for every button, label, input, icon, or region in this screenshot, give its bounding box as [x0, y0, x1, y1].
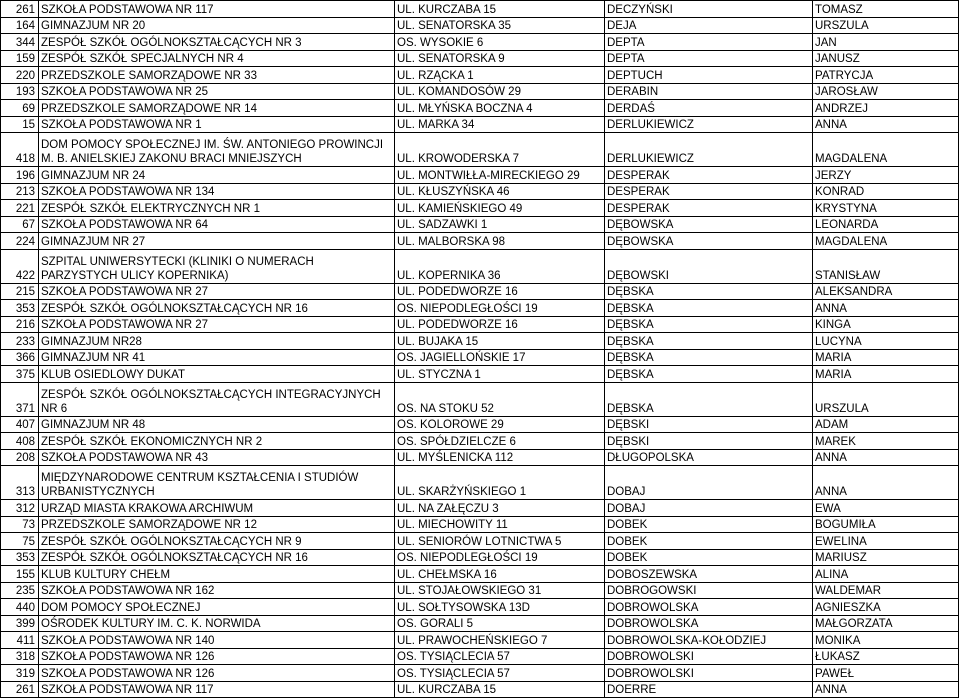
surname-cell: DOBEK [605, 549, 813, 566]
institution-name-cell: KLUB KULTURY CHEŁM [39, 566, 395, 583]
institution-name-cell: PRZEDSZKOLE SAMORZĄDOWE NR 12 [39, 516, 395, 533]
record-number-cell: 353 [1, 549, 39, 566]
record-number-cell: 216 [1, 316, 39, 333]
table-row [1, 681, 959, 698]
address-cell: OS. SPÓŁDZIELCZE 6 [395, 433, 605, 450]
surname-cell: DĘBSKI [605, 433, 813, 450]
address-cell: OS. JAGIELLOŃSKIE 17 [395, 349, 605, 366]
first-name-cell: ANNA [813, 681, 959, 698]
record-number-cell: 375 [1, 366, 39, 383]
record-number-cell: 164 [1, 17, 39, 34]
surname-cell: DESPERAK [605, 167, 813, 184]
record-number-cell: 215 [1, 283, 39, 300]
address-cell: OS. NIEPODLEGŁOŚCI 19 [395, 549, 605, 566]
record-number-cell: 213 [1, 183, 39, 200]
institution-name-cell: KLUB OSIEDLOWY DUKAT [39, 366, 395, 383]
first-name-cell: URSZULA [813, 382, 959, 416]
table-row [1, 200, 959, 217]
table-row [1, 249, 959, 283]
table-row [1, 533, 959, 550]
table-row [1, 216, 959, 233]
institution-name-cell: SZKOŁA PODSTAWOWA NR 140 [39, 632, 395, 649]
table-row [1, 582, 959, 599]
surname-cell: DOBOSZEWSKA [605, 566, 813, 583]
record-number-cell: 318 [1, 648, 39, 665]
institution-name-cell: SZKOŁA PODSTAWOWA NR 64 [39, 216, 395, 233]
address-cell: UL. SOŁTYSOWSKA 13D [395, 599, 605, 616]
institution-name-cell: ZESPÓŁ SZKÓŁ OGÓLNOKSZTAŁCĄCYCH NR 16 [39, 549, 395, 566]
address-cell: UL. MYŚLENICKA 112 [395, 449, 605, 466]
table-row [1, 34, 959, 51]
surname-cell: DERABIN [605, 83, 813, 100]
address-cell: UL. CHEŁMSKA 16 [395, 566, 605, 583]
first-name-cell: LUCYNA [813, 333, 959, 350]
first-name-cell: JAROSŁAW [813, 83, 959, 100]
institution-name-cell: URZĄD MIASTA KRAKOWA ARCHIWUM [39, 500, 395, 517]
address-cell: UL. STOJAŁOWSKIEGO 31 [395, 582, 605, 599]
record-number-cell: 312 [1, 500, 39, 517]
first-name-cell: KINGA [813, 316, 959, 333]
first-name-cell: MARIA [813, 349, 959, 366]
institution-name-cell: SZKOŁA PODSTAWOWA NR 162 [39, 582, 395, 599]
first-name-cell: ANNA [813, 466, 959, 500]
institution-name-cell: SZKOŁA PODSTAWOWA NR 43 [39, 449, 395, 466]
address-cell: UL. BUJAKA 15 [395, 333, 605, 350]
record-number-cell: 67 [1, 216, 39, 233]
record-number-cell: 418 [1, 133, 39, 167]
first-name-cell: PATRYCJA [813, 67, 959, 84]
institution-name-cell: PRZEDSZKOLE SAMORZĄDOWE NR 33 [39, 67, 395, 84]
record-number-cell: 15 [1, 116, 39, 133]
address-cell: UL. MARKA 34 [395, 116, 605, 133]
table-row [1, 183, 959, 200]
institution-name-cell: GIMNAZJUM NR 41 [39, 349, 395, 366]
institution-name-cell: SZKOŁA PODSTAWOWA NR 134 [39, 183, 395, 200]
first-name-cell: STANISŁAW [813, 249, 959, 283]
address-cell: OS. WYSOKIE 6 [395, 34, 605, 51]
institution-name-cell: SZKOŁA PODSTAWOWA NR 1 [39, 116, 395, 133]
address-cell: UL. KROWODERSKA 7 [395, 133, 605, 167]
record-number-cell: 319 [1, 665, 39, 682]
surname-cell: DEPTA [605, 50, 813, 67]
address-cell: OS. NIEPODLEGŁOŚCI 19 [395, 300, 605, 317]
record-number-cell: 221 [1, 200, 39, 217]
institution-name-cell: ZESPÓŁ SZKÓŁ EKONOMICZNYCH NR 2 [39, 433, 395, 450]
record-number-cell: 159 [1, 50, 39, 67]
surname-cell: DERDAŚ [605, 100, 813, 117]
institution-name-cell: ZESPÓŁ SZKÓŁ OGÓLNOKSZTAŁCĄCYCH NR 3 [39, 34, 395, 51]
surname-cell: DOERRE [605, 681, 813, 698]
institution-name-cell: ZESPÓŁ SZKÓŁ OGÓLNOKSZTAŁCĄCYCH INTEGRACYJNYCH NR 6 [39, 382, 395, 416]
table-row [1, 500, 959, 517]
table-row [1, 116, 959, 133]
first-name-cell: LEONARDA [813, 216, 959, 233]
surname-cell: DOBAJ [605, 500, 813, 517]
table-row [1, 615, 959, 632]
institution-name-cell: GIMNAZJUM NR28 [39, 333, 395, 350]
first-name-cell: MAGDALENA [813, 233, 959, 250]
address-cell: UL. SKARŻYŃSKIEGO 1 [395, 466, 605, 500]
first-name-cell: MAGDALENA [813, 133, 959, 167]
table-row [1, 632, 959, 649]
surname-cell: DEJA [605, 17, 813, 34]
institution-name-cell: SZKOŁA PODSTAWOWA NR 27 [39, 316, 395, 333]
address-cell: UL. PRAWOCHEŃSKIEGO 7 [395, 632, 605, 649]
surname-cell: DĘBSKA [605, 316, 813, 333]
surname-cell: DOBAJ [605, 466, 813, 500]
table-row [1, 283, 959, 300]
institution-name-cell: MIĘDZYNARODOWE CENTRUM KSZTAŁCENIA I STUDIÓW URBANISTYCZNYCH [39, 466, 395, 500]
record-number-cell: 193 [1, 83, 39, 100]
table-row [1, 17, 959, 34]
first-name-cell: MONIKA [813, 632, 959, 649]
institution-name-cell: GIMNAZJUM NR 27 [39, 233, 395, 250]
table-row [1, 167, 959, 184]
address-cell: OS. TYSIĄCLECIA 57 [395, 665, 605, 682]
address-cell: OS. NA STOKU 52 [395, 382, 605, 416]
surname-cell: DOBROWOLSKA [605, 615, 813, 632]
first-name-cell: JERZY [813, 167, 959, 184]
address-cell: OS. TYSIĄCLECIA 57 [395, 648, 605, 665]
record-number-cell: 407 [1, 416, 39, 433]
record-number-cell: 196 [1, 167, 39, 184]
table-row [1, 316, 959, 333]
first-name-cell: EWA [813, 500, 959, 517]
surname-cell: DĘBSKA [605, 333, 813, 350]
record-number-cell: 261 [1, 681, 39, 698]
surname-cell: DOBEK [605, 533, 813, 550]
surname-cell: DESPERAK [605, 183, 813, 200]
record-number-cell: 261 [1, 1, 39, 18]
surname-cell: DŁUGOPOLSKA [605, 449, 813, 466]
first-name-cell: AGNIESZKA [813, 599, 959, 616]
record-number-cell: 408 [1, 433, 39, 450]
table-row [1, 516, 959, 533]
address-cell: UL. MALBORSKA 98 [395, 233, 605, 250]
table-row [1, 366, 959, 383]
record-number-cell: 422 [1, 249, 39, 283]
record-number-cell: 155 [1, 566, 39, 583]
surname-cell: DOBEK [605, 516, 813, 533]
record-number-cell: 220 [1, 67, 39, 84]
surname-cell: DESPERAK [605, 200, 813, 217]
address-cell: UL. SENATORSKA 9 [395, 50, 605, 67]
address-cell: UL. SENATORSKA 35 [395, 17, 605, 34]
table-row [1, 566, 959, 583]
record-number-cell: 440 [1, 599, 39, 616]
address-cell: UL. KAMIEŃSKIEGO 49 [395, 200, 605, 217]
surname-cell: DOBROWOLSKA-KOŁODZIEJ [605, 632, 813, 649]
institution-name-cell: GIMNAZJUM NR 20 [39, 17, 395, 34]
record-number-cell: 224 [1, 233, 39, 250]
address-cell: UL. SADZAWKI 1 [395, 216, 605, 233]
institution-name-cell: SZPITAL UNIWERSYTECKI (KLINIKI O NUMERACH PARZYSTYCH ULICY KOPERNIKA) [39, 249, 395, 283]
institution-name-cell: SZKOŁA PODSTAWOWA NR 25 [39, 83, 395, 100]
institution-name-cell: ZESPÓŁ SZKÓŁ OGÓLNOKSZTAŁCĄCYCH NR 16 [39, 300, 395, 317]
first-name-cell: ANNA [813, 116, 959, 133]
first-name-cell: ANNA [813, 449, 959, 466]
surname-cell: DĘBSKA [605, 349, 813, 366]
table-row [1, 382, 959, 416]
institution-name-cell: GIMNAZJUM NR 24 [39, 167, 395, 184]
institution-name-cell: DOM POMOCY SPOŁECZNEJ [39, 599, 395, 616]
table-row [1, 665, 959, 682]
table-row [1, 100, 959, 117]
surname-cell: DERLUKIEWICZ [605, 133, 813, 167]
table-row [1, 333, 959, 350]
record-number-cell: 75 [1, 533, 39, 550]
address-cell: OS. GORALI 5 [395, 615, 605, 632]
first-name-cell: ŁUKASZ [813, 648, 959, 665]
table-row [1, 466, 959, 500]
table-row [1, 549, 959, 566]
first-name-cell: ANDRZEJ [813, 100, 959, 117]
record-number-cell: 69 [1, 100, 39, 117]
surname-cell: DĘBSKA [605, 283, 813, 300]
address-cell: UL. MONTWIŁŁA-MIRECKIEGO 29 [395, 167, 605, 184]
surname-cell: DOBROGOWSKI [605, 582, 813, 599]
first-name-cell: ALINA [813, 566, 959, 583]
record-number-cell: 235 [1, 582, 39, 599]
surname-cell: DECZYŃSKI [605, 1, 813, 18]
surname-cell: DĘBOWSKA [605, 216, 813, 233]
first-name-cell: MAŁGORZATA [813, 615, 959, 632]
surname-cell: DEPTUCH [605, 67, 813, 84]
table-row [1, 648, 959, 665]
first-name-cell: JANUSZ [813, 50, 959, 67]
surname-cell: DOBROWOLSKA [605, 599, 813, 616]
first-name-cell: KONRAD [813, 183, 959, 200]
institution-name-cell: SZKOŁA PODSTAWOWA NR 117 [39, 681, 395, 698]
table-row [1, 50, 959, 67]
address-cell: UL. SENIORÓW LOTNICTWA 5 [395, 533, 605, 550]
institution-name-cell: ZESPÓŁ SZKÓŁ OGÓLNOKSZTAŁCĄCYCH NR 9 [39, 533, 395, 550]
table-row [1, 300, 959, 317]
address-cell: UL. MIECHOWITY 11 [395, 516, 605, 533]
first-name-cell: ANNA [813, 300, 959, 317]
first-name-cell: EWELINA [813, 533, 959, 550]
address-cell: UL. NA ZAŁĘCZU 3 [395, 500, 605, 517]
surname-cell: DOBROWOLSKI [605, 665, 813, 682]
table-row [1, 83, 959, 100]
surname-cell: DĘBSKA [605, 366, 813, 383]
institution-name-cell: ZESPÓŁ SZKÓŁ ELEKTRYCZNYCH NR 1 [39, 200, 395, 217]
institution-name-cell: GIMNAZJUM NR 48 [39, 416, 395, 433]
address-cell: UL. KURCZABA 15 [395, 1, 605, 18]
first-name-cell: KRYSTYNA [813, 200, 959, 217]
institution-name-cell: SZKOŁA PODSTAWOWA NR 117 [39, 1, 395, 18]
institution-name-cell: SZKOŁA PODSTAWOWA NR 126 [39, 648, 395, 665]
address-cell: UL. RZĄCKA 1 [395, 67, 605, 84]
institution-name-cell: ZESPÓŁ SZKÓŁ SPECJALNYCH NR 4 [39, 50, 395, 67]
table-row [1, 599, 959, 616]
table-row [1, 433, 959, 450]
first-name-cell: MARIUSZ [813, 549, 959, 566]
address-cell: UL. KURCZABA 15 [395, 681, 605, 698]
first-name-cell: BOGUMIŁA [813, 516, 959, 533]
surname-cell: DOBROWOLSKI [605, 648, 813, 665]
table-row [1, 449, 959, 466]
table-row [1, 349, 959, 366]
record-number-cell: 366 [1, 349, 39, 366]
address-cell: UL. PODEDWORZE 16 [395, 283, 605, 300]
record-number-cell: 399 [1, 615, 39, 632]
first-name-cell: MAREK [813, 433, 959, 450]
surname-cell: DĘBSKA [605, 300, 813, 317]
first-name-cell: WALDEMAR [813, 582, 959, 599]
table-row [1, 416, 959, 433]
table-row [1, 133, 959, 167]
address-cell: UL. KOPERNIKA 36 [395, 249, 605, 283]
surname-cell: DĘBSKI [605, 416, 813, 433]
first-name-cell: URSZULA [813, 17, 959, 34]
first-name-cell: PAWEŁ [813, 665, 959, 682]
table-row [1, 67, 959, 84]
first-name-cell: TOMASZ [813, 1, 959, 18]
institution-name-cell: OŚRODEK KULTURY IM. C. K. NORWIDA [39, 615, 395, 632]
record-number-cell: 313 [1, 466, 39, 500]
table-row [1, 1, 959, 18]
records-table-body [1, 1, 959, 698]
surname-cell: DEPTA [605, 34, 813, 51]
record-number-cell: 208 [1, 449, 39, 466]
surname-cell: DĘBOWSKA [605, 233, 813, 250]
first-name-cell: JAN [813, 34, 959, 51]
address-cell: UL. STYCZNA 1 [395, 366, 605, 383]
surname-cell: DĘBSKA [605, 382, 813, 416]
institution-name-cell: SZKOŁA PODSTAWOWA NR 126 [39, 665, 395, 682]
record-number-cell: 344 [1, 34, 39, 51]
surname-cell: DERLUKIEWICZ [605, 116, 813, 133]
surname-cell: DĘBOWSKI [605, 249, 813, 283]
record-number-cell: 411 [1, 632, 39, 649]
address-cell: UL. KOMANDOSÓW 29 [395, 83, 605, 100]
address-cell: UL. MŁYŃSKA BOCZNA 4 [395, 100, 605, 117]
address-cell: UL. PODEDWORZE 16 [395, 316, 605, 333]
table-row [1, 233, 959, 250]
record-number-cell: 73 [1, 516, 39, 533]
record-number-cell: 353 [1, 300, 39, 317]
institution-name-cell: SZKOŁA PODSTAWOWA NR 27 [39, 283, 395, 300]
record-number-cell: 233 [1, 333, 39, 350]
record-number-cell: 371 [1, 382, 39, 416]
institution-name-cell: DOM POMOCY SPOŁECZNEJ IM. ŚW. ANTONIEGO PROWINCJI M. B. ANIELSKIEJ ZAKONU BRACI MNIEJSZYCH [39, 133, 395, 167]
first-name-cell: ADAM [813, 416, 959, 433]
first-name-cell: ALEKSANDRA [813, 283, 959, 300]
address-cell: OS. KOLOROWE 29 [395, 416, 605, 433]
institution-name-cell: PRZEDSZKOLE SAMORZĄDOWE NR 14 [39, 100, 395, 117]
first-name-cell: MARIA [813, 366, 959, 383]
address-cell: UL. KŁUSZYŃSKA 46 [395, 183, 605, 200]
